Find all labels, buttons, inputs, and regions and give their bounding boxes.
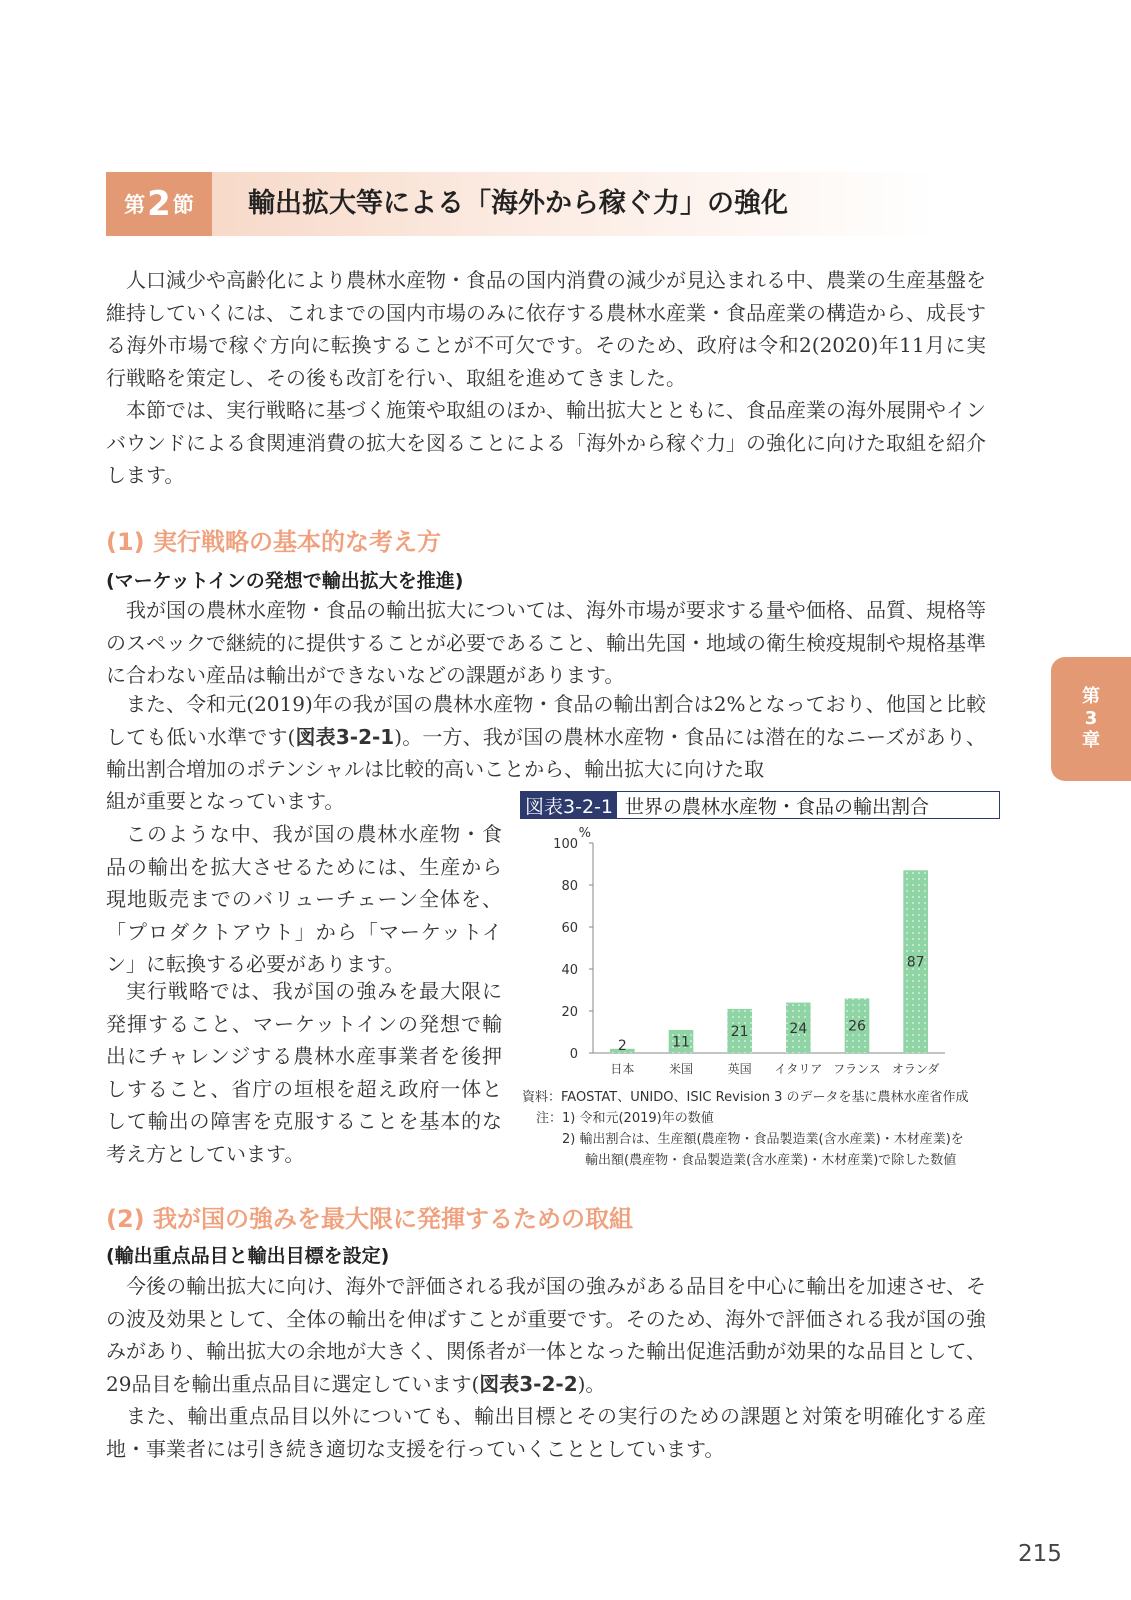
x-tick-label-3: イタリア xyxy=(774,1062,823,1076)
figure-ref-3-2-1[interactable]: 図表3-2-1 xyxy=(295,724,395,749)
y-tick-label-1: 20 xyxy=(561,1005,578,1020)
s1-p2-text-a: また、令和元(2019)年の我が国の農林水産物・食品の輸出割合は2%となっており、他国と比較しても低い水準です( xyxy=(106,692,986,749)
section-header xyxy=(106,172,936,236)
section-tag-number: 2 xyxy=(147,184,171,224)
y-tick-label-4: 80 xyxy=(561,879,578,894)
side-tab-char-3: 章 xyxy=(1082,730,1100,751)
x-tick-label-5: オランダ xyxy=(891,1062,940,1076)
data-label-5: 87 xyxy=(906,954,925,971)
figure-title: 世界の農林水産物・食品の輸出割合 xyxy=(624,795,929,818)
page-number: 215 xyxy=(1018,1541,1062,1567)
data-label-1: 11 xyxy=(672,1034,690,1051)
intro-paragraph-2: 本節では、実行戦略に基づく施策や取組のほか、輸出拡大とともに、食品産業の海外展開やインバウンドによる食関連消費の拡大を図ることによる「海外から稼ぐ力」の強化に向けた取組を紹介します。 xyxy=(106,398,986,488)
y-axis-unit: % xyxy=(578,826,591,841)
s2-paragraph-1 xyxy=(106,1270,986,1400)
section-title: 輸出拡大等による「海外から稼ぐ力」の強化 xyxy=(248,188,788,219)
figure-ref-3-2-2[interactable]: 図表3-2-2 xyxy=(479,1371,578,1396)
y-tick-label-2: 40 xyxy=(561,963,578,978)
section-tag xyxy=(106,172,212,236)
s2-p1-text-a: 今後の輸出拡大に向け、海外で評価される我が国の強みがある品目を中心に輸出を加速させ、その波及効果として、全体の輸出を伸ばすことが重要です。そのため、海外で評価される我が国の強みがあり、輸出拡大の余地が大きく、関係者が一体となった輸出促進活動が効果的な品目として、29品目を輸出重点品目に選定しています( xyxy=(106,1274,986,1396)
s1-paragraph-4: 実行戦略では、我が国の強みを最大限に発揮すること、マーケットインの発想で輸出にチャレンジする農林水産事業者を後押しすること、省庁の垣根を超え政府一体として輸出の障害を克服することを基本的な考え方としています。 xyxy=(106,979,502,1166)
s1-paragraph-3: このような中、我が国の農林水産物・食品の輸出を拡大させるためには、生産から現地販売までのバリューチェーン全体を、「プロダクトアウト」から「マーケットイン」に転換する必要があります。 xyxy=(106,822,502,977)
x-tick-label-0: 日本 xyxy=(610,1062,635,1076)
s2-heading: (2) 我が国の強みを最大限に発揮するための取組 xyxy=(106,1205,633,1233)
figure-label: 図表3-2-1 xyxy=(521,792,617,818)
figure-notes xyxy=(522,1087,1002,1171)
s1-heading: (1) 実行戦略の基本的な考え方 xyxy=(106,528,441,556)
chapter-side-tab[interactable] xyxy=(1051,657,1131,781)
note-source: 資料：FAOSTAT、UNIDO、ISIC Revision 3 のデータを基に農林水産省作成 xyxy=(522,1090,969,1105)
data-label-4: 26 xyxy=(848,1018,866,1035)
side-tab-char-1: 第 xyxy=(1082,686,1100,707)
intro-paragraph-1: 人口減少や高齢化により農林水産物・食品の国内消費の減少が見込まれる中、農業の生産基盤を維持していくには、これまでの国内市場のみに依存する農林水産業・食品産業の構造から、成長する海外市場で稼ぐ方向に転換することが不可欠です。そのため、政府は令和2(2020)年11月に実行戦略を策定し、その後も改訂を行い、取組を進めてきました。 xyxy=(106,268,986,390)
y-tick-label-0: 0 xyxy=(569,1047,578,1062)
s2-paragraph-2: また、輸出重点品目以外についても、輸出目標とその実行のための課題と対策を明確化する産地・事業者には引き続き適切な支援を行っていくこととしています。 xyxy=(106,1404,986,1461)
data-label-0: 2 xyxy=(617,1038,627,1054)
data-label-2: 21 xyxy=(730,1023,749,1040)
export-ratio-bar-chart xyxy=(520,822,960,1084)
s1-p2-text-b: )。一方、我が国の農林水産物・食品には潜在的なニーズがあり、輸出割合増加のポテンシャルは比較的高いことから、輸出拡大に向けた取 xyxy=(106,724,986,782)
section-tag-suffix: 節 xyxy=(172,193,194,217)
y-tick-label-5: 100 xyxy=(553,837,578,852)
side-tab-char-2: 3 xyxy=(1084,708,1098,729)
s2-subheading: (輸出重点品目と輸出目標を設定) xyxy=(106,1245,390,1267)
note-2: 2) 輸出割合は、生産額(農産物・食品製造業(含水産業)・木材産業)を xyxy=(562,1132,964,1147)
s1-paragraph-2 xyxy=(106,688,986,786)
s2-p1-text-b: )。 xyxy=(577,1371,606,1396)
section-tag-prefix: 第 xyxy=(124,193,146,217)
data-label-3: 24 xyxy=(789,1020,808,1037)
x-tick-label-4: フランス xyxy=(833,1062,881,1076)
y-tick-label-3: 60 xyxy=(561,921,578,936)
s1-paragraph-1: 我が国の農林水産物・食品の輸出拡大については、海外市場が要求する量や価格、品質、規格等のスペックで継続的に提供することが必要であること、輸出先国・地域の衛生検疫規制や規格基準に合わない産品は輸出ができないなどの課題があります。 xyxy=(106,598,986,688)
x-tick-label-1: 米国 xyxy=(668,1062,694,1076)
note-2-cont: 輸出額(農産物・食品製造業(含水産業)・木材産業)で除した数値 xyxy=(585,1153,957,1168)
figure-title-box xyxy=(520,791,1000,819)
x-tick-label-2: 英国 xyxy=(727,1062,752,1076)
s1-subheading: (マーケットインの発想で輸出拡大を推進) xyxy=(106,570,464,592)
note-1: 注：1) 令和元(2019)年の数値 xyxy=(536,1111,714,1126)
s1-paragraph-2-cont: 組が重要となっています。 xyxy=(106,789,345,813)
